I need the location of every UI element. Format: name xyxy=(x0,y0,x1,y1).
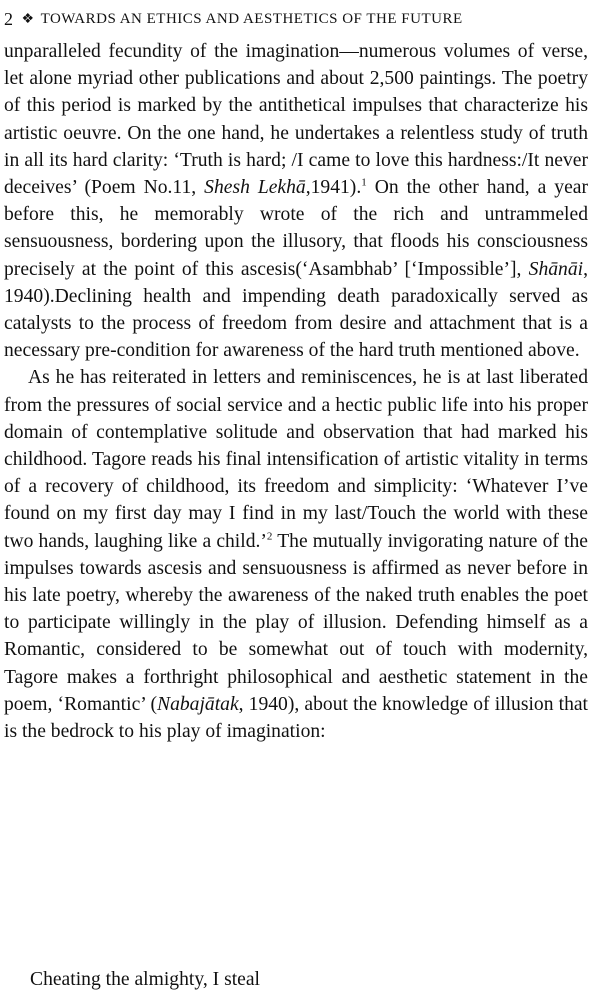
paragraph-1-text-d: , 1940).Declining health and impending death paradoxically served as catalysts to the process of freedom from desire and attachment that is a necessary pre-condition for awareness of the hard truth mentioned above. xyxy=(4,258,588,362)
ornament-icon: ❖ xyxy=(21,11,35,27)
running-head xyxy=(4,6,588,32)
page-number: 2 xyxy=(4,8,14,29)
verse-line-1: Cheating the almighty, I steal xyxy=(30,969,260,990)
paragraph-1 xyxy=(4,38,588,364)
paragraph-2-text-b: The mutually invigorating nature of the impulses towards ascesis and sensuousness is affirmed as never before in his late poetry, whereby the awareness of the naked truth enables the poet to participate willingly in the play of illusion. Defending himself as a Romantic, considered to be somewhat out of touch with modernity, Tagore makes a forthright philosophical and aesthetic statement in the poem, ‘Romantic’ ( xyxy=(4,530,588,715)
work-title-shesh-lekha: Shesh Lekhā xyxy=(204,177,306,199)
paragraph-2-text-c: , 1940), about the knowledge of illusion that is the bedrock to his play of imagination: xyxy=(4,693,589,743)
work-title-nabajatak: Nabajātak xyxy=(157,693,239,715)
paragraph-2-text-a: As he has reiterated in letters and reminiscences, he is at last liberated from the pressures of social service and a hectic public life into his proper domain of contemplative solitude and observation that had marked his childhood. Tagore reads his final intensification of artistic vitality in terms of a recovery of childhood, its freedom and simplicity: ‘Whatever I’ve found on my first day may I find in my last/Touch the world with these two hands, laughing like a child.’ xyxy=(4,367,588,552)
paragraph-1-text-c: On the other hand, a year before this, he memorably wrote of the rich and untrammeled sensuousness, bordering upon the illusory, that floods his consciousness precisely at the point of this ascesis(‘Asambhab’ [‘Impossible’], xyxy=(4,177,589,280)
running-head-title: TOWARDS AN ETHICS AND AESTHETICS OF THE FUTURE xyxy=(40,10,463,27)
paragraph-1-text-a: unparalleled fecundity of the imagination—numerous volumes of verse, let alone myriad other publications and about 2,500 paintings. The poetry of this period is marked by the antithetical impulses that characterize his artistic oeuvre. On the one hand, he undertakes a relentless study of truth in all its hard clarity: ‘Truth is hard; /I came to love this hardness:/It never deceives’ (Poem No.11, xyxy=(4,41,588,199)
footnote-marker-1[interactable]: 1 xyxy=(361,176,367,189)
paragraph-1-text-b: ,1941). xyxy=(305,177,362,199)
paragraph-2 xyxy=(4,364,588,745)
work-title-shanai: Shānāi xyxy=(528,258,584,280)
footnote-marker-2[interactable]: 2 xyxy=(266,530,273,543)
